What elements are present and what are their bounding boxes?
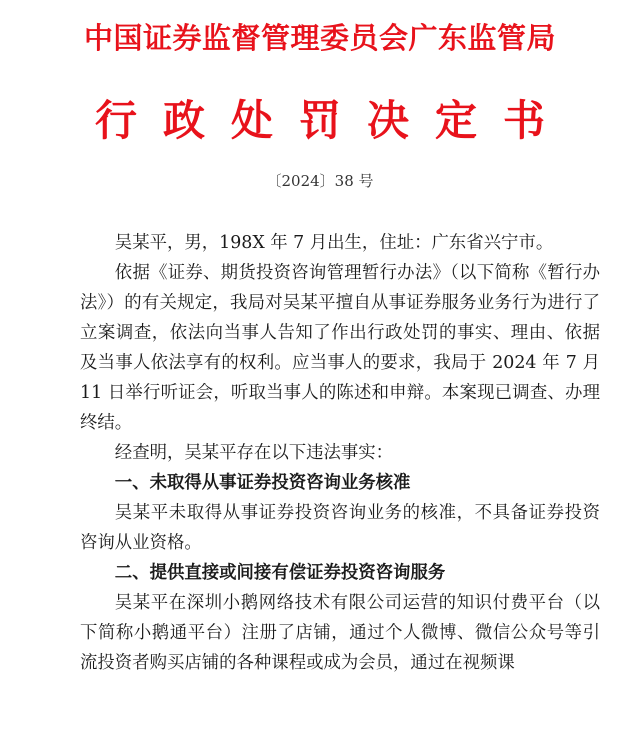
party-info: 吴某平，男，198X 年 7 月出生，住址：广东省兴宁市。 [114, 233, 554, 253]
findings-intro: 经查明，吴某平存在以下违法事实： [114, 443, 394, 463]
document-body [80, 228, 600, 678]
document-number: 〔2024〕38 号 [266, 172, 374, 190]
section2-text: 吴某平在深圳小鹅网络技术有限公司运营的知识付费平台（以下简称小鹅通平台）注册了店铺，通过个人微博、微信公众号等引流投资者购买店铺的各种课程或成为会员，通过在视频课 [80, 593, 600, 673]
section2-heading: 二、提供直接或间接有偿证券投资咨询服务 [114, 563, 446, 583]
section1-text: 吴某平未取得从事证券投资咨询业务的核准，不具备证券投资咨询从业资格。 [80, 503, 600, 553]
paragraph-basis: 依据《证券、期货投资咨询管理暂行办法》（以下简称《暂行办法》）的有关规定，我局对吴某平擅自从事证券服务业务行为进行了立案调查，依法向当事人告知了作出行政处罚的事实、理由、依据及当事人依法享有的权利。应当事人的要求，我局于 2024 年 7 月 11 日举行听证会，听取当事人的陈述和申辩。本案现已调查、办理终结。 [80, 263, 600, 433]
document-title: 行政处罚决定书 [94, 96, 571, 145]
section1-heading: 一、未取得从事证券投资咨询业务核准 [114, 473, 411, 493]
agency-name: 中国证券监督管理委员会广东监管局 [83, 21, 556, 55]
